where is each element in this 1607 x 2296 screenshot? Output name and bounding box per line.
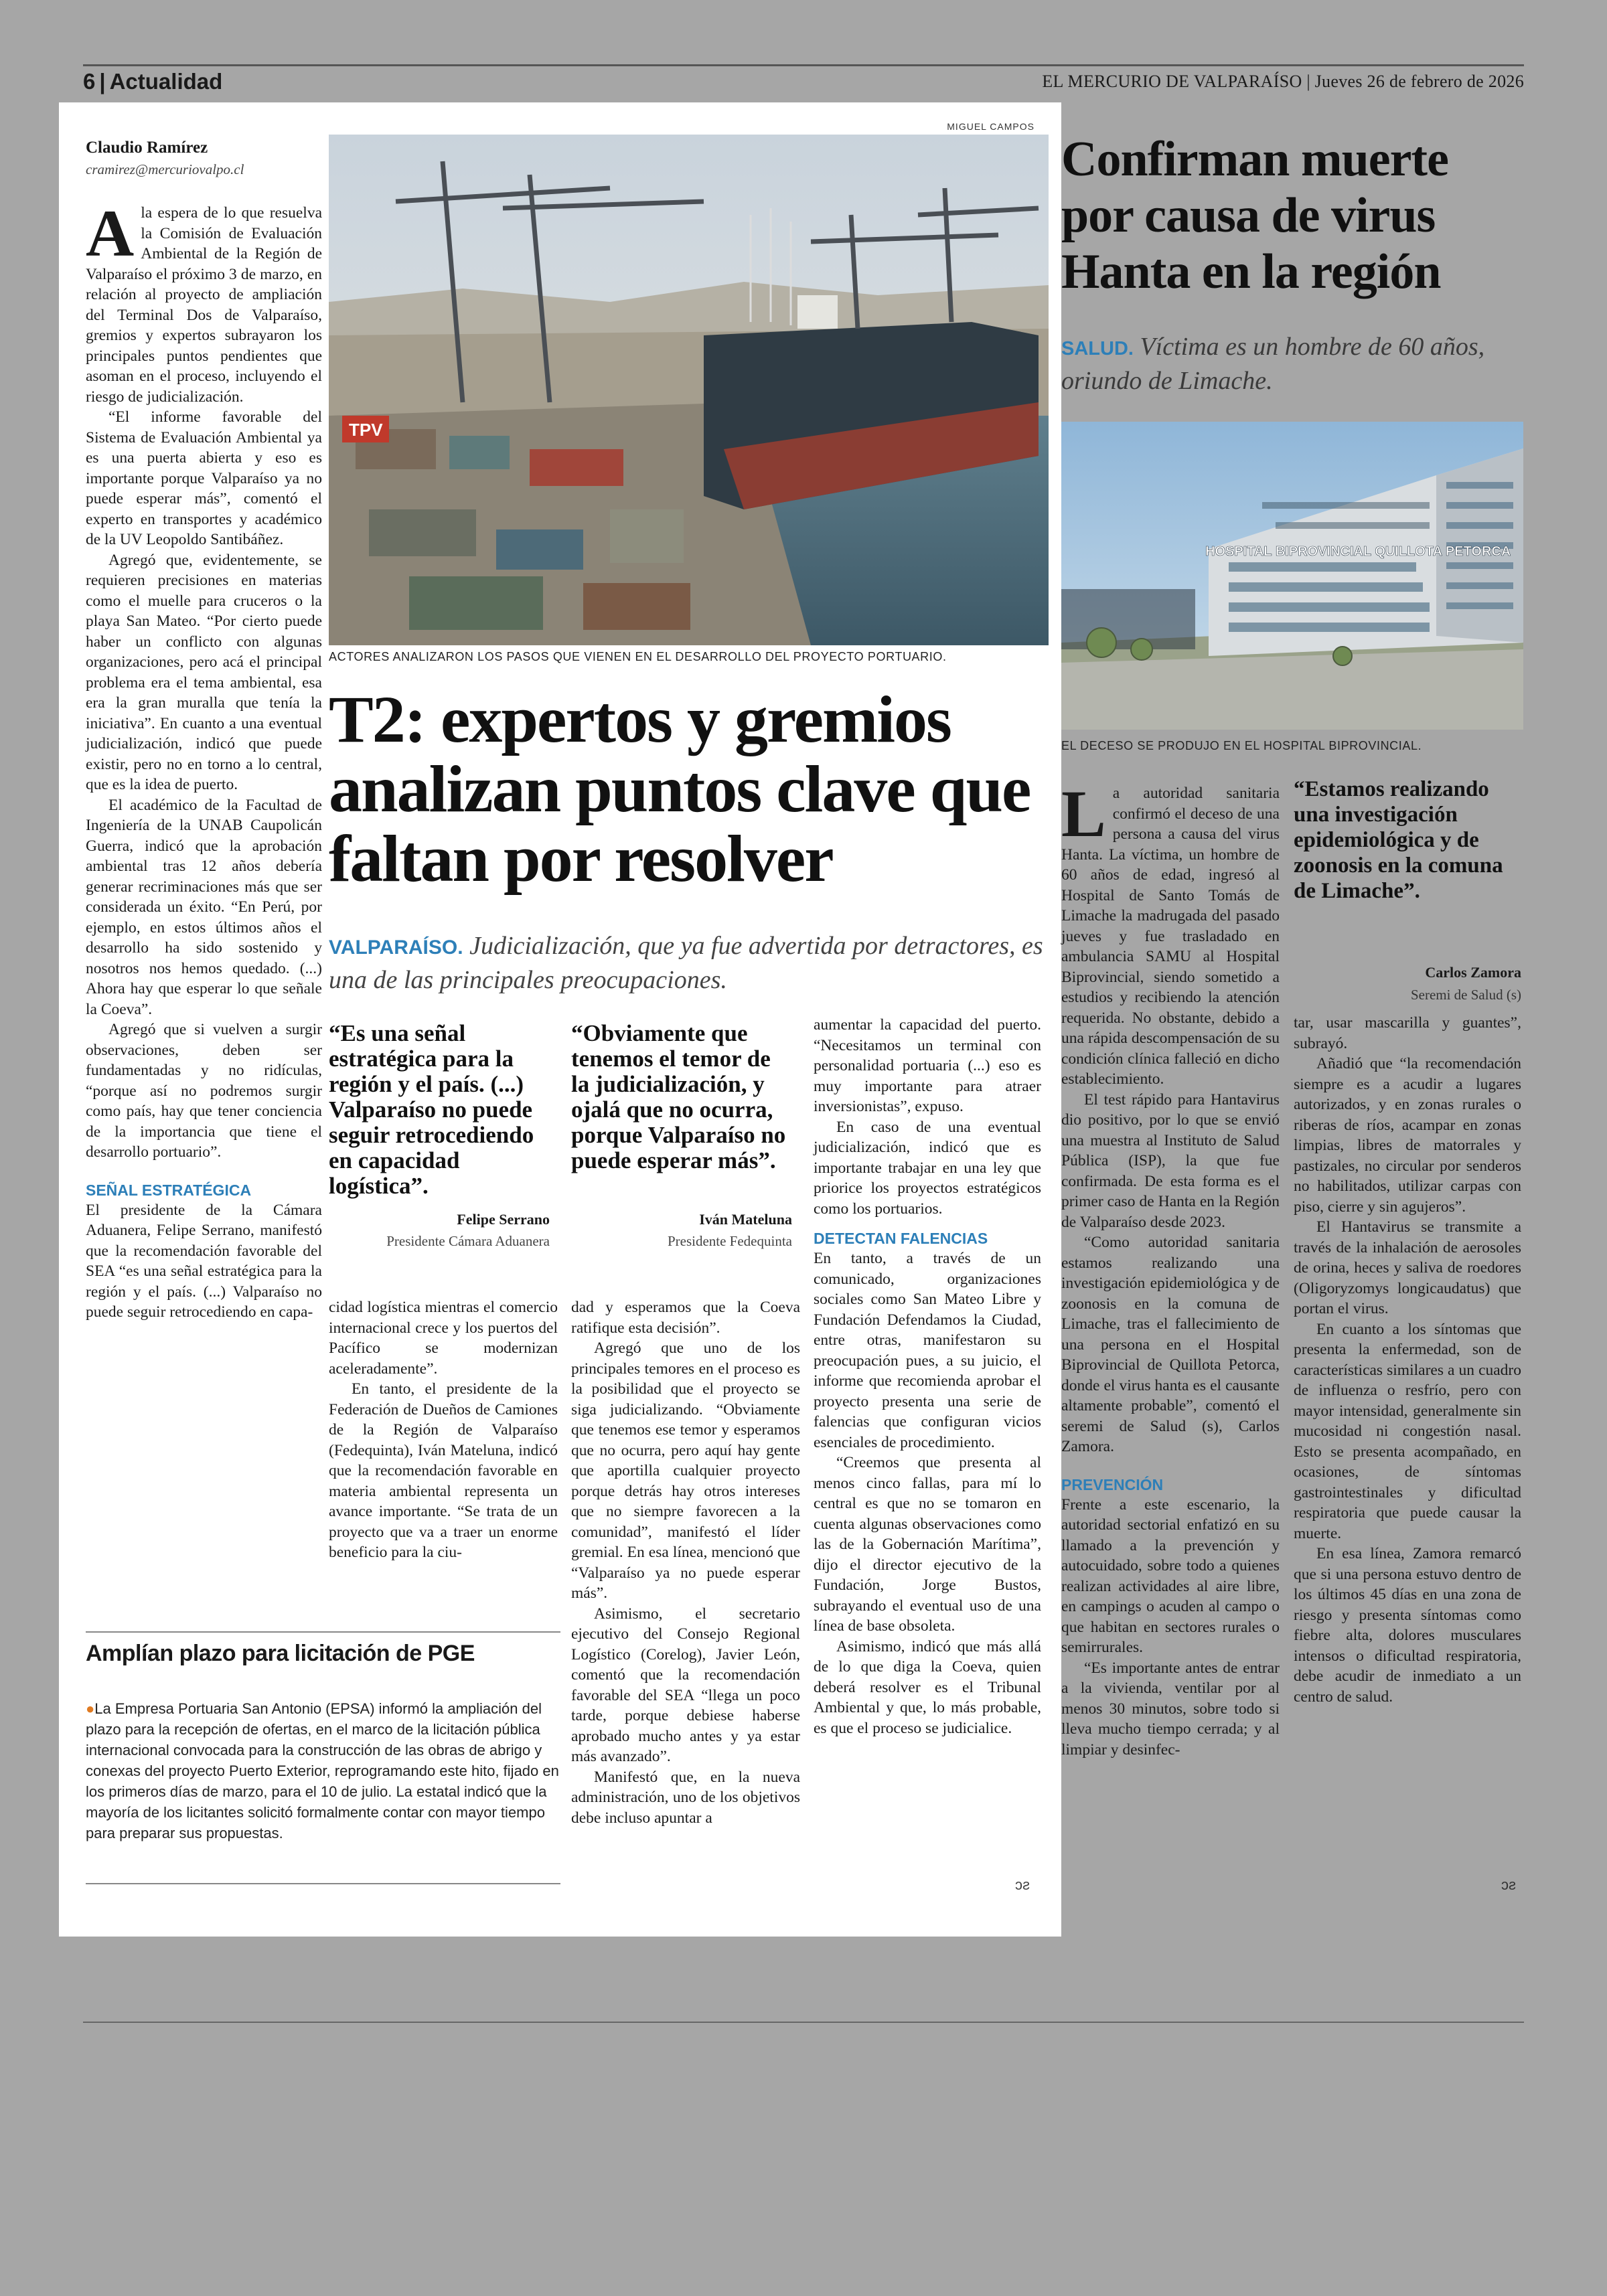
quote-author-name: Iván Mateluna — [699, 1211, 792, 1228]
hospital-illustration — [1061, 422, 1523, 730]
article-paragraph: La autoridad sanitaria confirmó el deceso de una persona a causa del virus Hanta. La víctima, un hombre de 60 años de edad, ingresó al Hospital de Santo Tomás de Limache la madrugada del pasado jueves y fue trasladado en ambulancia SAMU al Hospital Biprovincial, siendo sometido a estudios y recibiendo la atención requerida. No obstante, debido a una rápida descompensación de su condición clínica falleció en dicho establecimiento. — [1061, 776, 1280, 1088]
article-paragraph: Agregó que uno de los principales temores en el proceso es la posibilidad que el proyecto se siga judicializando. “Obviamente que tenemos ese temor y esperamos que no ocurra, pero aquí hay gente que aportilla cualquier proyecto porque detrás hay otros intereses que no siempre favorecen a la comunidad”, manifestó el líder gremial. En esa línea, mencionó que “Valparaíso ya no puede esperar más”. — [571, 1339, 800, 1602]
folio — [83, 69, 222, 94]
article-paragraph: Agregó que, evidentemente, se requieren precisiones en materias como el muelle para cruceros o la playa San Mateo. “Por cierto puede haber un conflicto con algunas organizaciones, pero acá el principal problema era el tema ambiental, esa era la gran muralla que tenía la iniciativa”. En cuanto a una eventual judicialización, indicó que puede existir, pero no en torno a lo central, que es la idea de puerto. — [86, 551, 322, 793]
deck-text: Judicialización, que ya fue advertida por detractores, es una de las principales preocupaciones. — [329, 932, 1043, 994]
end-of-article-mark: ↄƨ — [1501, 1876, 1516, 1893]
brief-title: Amplían plazo para licitación de PGE — [86, 1641, 475, 1666]
page-number: 6 — [83, 69, 96, 94]
folio-separator: | — [99, 69, 106, 94]
article-paragraph: aumentar la capacidad del puerto. “Necesitamos un terminal con personalidad portuaria (...) eso es muy importante para atraer inversionistas”, expuso. — [814, 1016, 1041, 1115]
article-paragraph: El test rápido para Hantavirus dio positivo, por lo que se envió una muestra al Instituto de Salud Pública (ISP), la que fue confirmada. De esta forma es el primer caso de Hanta en la Región de Valparaíso desde 2023. — [1061, 1090, 1280, 1231]
article-paragraph: En cuanto a los síntomas que presenta la enfermedad, son de características similares a un cuadro de influenza o resfrío, pero con mayor intensidad, generalmente sin mucosidad ni congestión nasal. Esto se presenta acompañado, en ocasiones, de síntomas gastrointestinales y dificultad respiratoria que puede causar la muerte. — [1294, 1320, 1521, 1542]
article-column-1 — [86, 196, 322, 1323]
quote-author-name: Carlos Zamora — [1425, 964, 1521, 981]
article-paragraph: En tanto, el presidente de la Federación de Dueños de Camiones de la Región de Valparaíso (Fedequinta), Iván Mateluna, indicó que la recomendación favorable en materia ambiental representa un avance importante. “Se trata de un proyecto que va a traer un enorme beneficio para la ciu- — [329, 1380, 558, 1561]
hanta-deck — [1061, 331, 1530, 397]
port-photo — [329, 135, 1049, 645]
article-paragraph: dad y esperamos que la Coeva ratifique esta decisión”. — [571, 1299, 800, 1337]
article-paragraph: Frente a este escenario, la autoridad sectorial enfatizó en su llamado a la prevención y autocuidado, sobre todo a quienes realizan actividades al aire libre, en campings o acuden al campo o que habitan en sectores rurales o semirrurales. — [1061, 1495, 1280, 1656]
article-column-3 — [571, 1297, 800, 1828]
port-illustration — [329, 135, 1049, 645]
page-bottom-rule — [83, 2022, 1524, 2023]
deck-text: Víctima es un hombre de 60 años, oriundo de Limache. — [1061, 333, 1485, 395]
drop-cap: A — [86, 196, 135, 270]
main-article-sheet — [59, 102, 1061, 1937]
article-paragraph: En esa línea, Zamora remarcó que si una persona estuvo dentro de los últimos 45 días en una zona de riesgo y presenta síntomas como fiebre alta, dolores musculares intensos o dificultad respiratoria, debe acudir de inmediato a un centro de salud. — [1294, 1545, 1521, 1706]
newspaper-name: EL MERCURIO DE VALPARAÍSO — [1042, 72, 1302, 91]
hanta-column-1 — [1061, 776, 1280, 1760]
article-column-2 — [329, 1297, 558, 1563]
quote-author-role: Presidente Fedequinta — [667, 1233, 792, 1249]
article-paragraph: Ala espera de lo que resuelva la Comisión de Evaluación Ambiental de la Región de Valparaíso el próximo 3 de marzo, en relación al proyecto de ampliación del Terminal Dos de Valparaíso, gremios y expertos subrayaron los principales puntos pendientes que asoman en el proceso, incluyendo el riesgo de judicialización. — [86, 196, 322, 406]
section-name: Actualidad — [109, 69, 223, 94]
article-paragraph: El Hantavirus se transmite a través de la inhalación de aerosoles de orina, heces y saliva de roedores (Oligoryzomys longicaudatus) que portan el virus. — [1294, 1218, 1521, 1317]
quote-author-role: Seremi de Salud (s) — [1410, 987, 1521, 1003]
byline-name: Claudio Ramírez — [86, 139, 208, 157]
article-paragraph: En caso de una eventual judicialización, indicó que es importante trabajar en una ley que priorice los proyectos estratégicos como los portuarios. — [814, 1118, 1041, 1218]
subheading-prevencion: PREVENCIÓN — [1061, 1475, 1164, 1493]
hospital-photo — [1061, 422, 1523, 730]
page-header — [83, 64, 1524, 98]
article-paragraph: cidad logística mientras el comercio internacional crece y los puertos del Pacífico se modernizan aceleradamente”. — [329, 1299, 558, 1378]
article-paragraph: “Creemos que presenta al menos cinco fallas, para mí lo central es que no se tomaron en cuenta algunas observaciones como las de la Gobernación Marítima”, dijo el director ejecutivo de la Fundación, Jorge Bustos, subrayando el eventual uso de una línea de base obsoleta. — [814, 1454, 1041, 1635]
hanta-photo-caption: EL DECESO SE PRODUJO EN EL HOSPITAL BIPROVINCIAL. — [1061, 739, 1422, 752]
pull-quote-serrano: “Es una señal estratégica para la región y el país. (...) Valparaíso no puede seguir retrocediendo en capacidad logística”. — [329, 1020, 534, 1199]
tpv-sign: TPV — [349, 420, 383, 440]
article-paragraph: “Como autoridad sanitaria estamos realizando una investigación epidemiológica y de zoonosis en la comuna de Limache, tras el fallecimiento de una persona en el Hospital Biprovincial de Quillota Petorca, donde el virus hanta es el causante altamente probable”, comentó el seremi de Salud (s), Carlos Zamora. — [1061, 1234, 1280, 1455]
main-headline: T2: expertos y gremios analizan puntos clave que faltan por resolver — [329, 682, 1030, 896]
brief-body — [86, 1698, 562, 1843]
photo-credit: MIGUEL CAMPOS — [947, 121, 1035, 132]
brief-rule-bottom — [86, 1883, 560, 1884]
article-paragraph: Asimismo, el secretario ejecutivo del Consejo Regional Logístico (Corelog), Javier León, comentó que la recomendación favorable del SEA “llega un poco tarde, porque debiese haberse aprobado mucho antes y ya estar más avanzado”. — [571, 1605, 800, 1765]
article-paragraph: El presidente de la Cámara Aduanera, Felipe Serrano, manifestó que la recomendación favorable del SEA “es una señal estratégica para la región y el país. (...) Valparaíso no puede seguir retrocediendo en capa- — [86, 1201, 322, 1321]
deck-kicker: VALPARAÍSO. — [329, 936, 463, 959]
article-paragraph: “El informe favorable del Sistema de Evaluación Ambiental ya es una puerta abierta y eso es importante porque Valparaíso ya no puede esperar más”, comentó el experto en transportes y académico de la UV Leopoldo Santibáñez. — [86, 408, 322, 548]
subheading-senal-estrategica: SEÑAL ESTRATÉGICA — [86, 1181, 252, 1199]
brief-rule-top — [86, 1631, 560, 1633]
pull-quote-mateluna: “Obviamente que tenemos el temor de la judicialización, y ojalá que no ocurra, porque Valparaíso no puede esperar más”. — [571, 1020, 786, 1173]
article-paragraph: tar, usar mascarilla y guantes”, subrayó. — [1294, 1014, 1521, 1052]
article-column-4 — [814, 1015, 1041, 1738]
deck-kicker: SALUD. — [1061, 338, 1134, 359]
issue-date: Jueves 26 de febrero de 2026 — [1314, 72, 1524, 91]
quote-author-role: Presidente Cámara Aduanera — [386, 1233, 550, 1249]
article-paragraph: En tanto, a través de un comunicado, organizaciones sociales como San Mateo Libre y Fundación Defendamos la Ciudad, entre otras, manifestaron su preocupación pues, a su juicio, el informe que recomienda aprobar el proyecto presenta una serie de falencias que configuran vicios esenciales de procedimiento. — [814, 1250, 1041, 1451]
hospital-sign: HOSPITAL BIPROVINCIAL QUILLOTA PETORCA — [1205, 544, 1511, 559]
photo-caption: ACTORES ANALIZARON LOS PASOS QUE VIENEN EN EL DESARROLLO DEL PROYECTO PORTUARIO. — [329, 650, 947, 663]
article-paragraph: Manifestó que, en la nueva administración, uno de los objetivos debe incluso apuntar a — [571, 1768, 800, 1827]
byline-email[interactable]: cramirez@mercuriovalpo.cl — [86, 161, 244, 177]
subheading-detectan-falencias: DETECTAN FALENCIAS — [814, 1230, 988, 1247]
article-paragraph: “Es importante antes de entrar a la vivienda, ventilar por al menos 30 minutos, sobre todo si lleva mucho tiempo cerrada; y al limpiar y desinfec- — [1061, 1659, 1280, 1758]
bullet-icon: ● — [86, 1700, 95, 1717]
masthead: EL MERCURIO DE VALPARAÍSO | Jueves 26 de febrero de 2026 — [1042, 72, 1524, 91]
drop-cap: L — [1061, 776, 1106, 851]
article-paragraph: El académico de la Facultad de Ingeniería de la UNAB Caupolicán Guerra, indicó que la aprobación ambiental tras 12 años debería generar recriminaciones más que ser considerada un éxito. “En Perú, por ejemplo, en estos últimos años el desarrollo ha sido sostenido y nosotros nos hemos quedado. (...) Ahora hay que esperar lo que señale la Coeva”. — [86, 796, 322, 1018]
hanta-headline: Confirman muerte por causa de virus Hanta en la región — [1061, 132, 1448, 299]
quote-author-name: Felipe Serrano — [457, 1211, 550, 1228]
brief-text: La Empresa Portuaria San Antonio (EPSA) informó la ampliación del plazo para la recepción de ofertas, en el marco de la licitación pública internacional convocada para la construcción de las obras de abrigo y conexas del proyecto Puerto Exterior, reprogramando este hito, fijado en los primeros días de marzo, para el 10 de julio. La estatal indicó que la mayoría de los licitantes solicitó formalmente contar con mayor tiempo para preparar sus propuestas. — [86, 1700, 559, 1841]
hanta-column-2 — [1294, 1013, 1521, 1707]
article-paragraph: Añadió que “la recomendación siempre es a acudir a lugares autorizados, y en zonas rurales o riberas de ríos, acampar en zonas limpias, libres de matorrales y pastizales, no circular por senderos no habilitados, utilizar carpas con piso, cierre y sin agujeros”. — [1294, 1055, 1521, 1216]
main-deck — [329, 930, 1052, 996]
article-paragraph: Asimismo, indicó que más allá de lo que diga la Coeva, quien deberá resolver es el Tribunal Ambiental y que, lo más probable, es que el proceso se judicialice. — [814, 1637, 1041, 1737]
article-paragraph: Agregó que si vuelven a surgir observaciones, deben ser fundamentadas y no ridículas, “porque así no podremos surgir como país, hay que tener conciencia de la importancia que tiene el desarrollo portuario”. — [86, 1021, 322, 1161]
end-of-article-mark: ↄƨ — [1015, 1876, 1030, 1893]
pull-quote-zamora: “Estamos realizando una investigación epidemiológica y de zoonosis en la comuna de Limache”. — [1294, 777, 1503, 903]
